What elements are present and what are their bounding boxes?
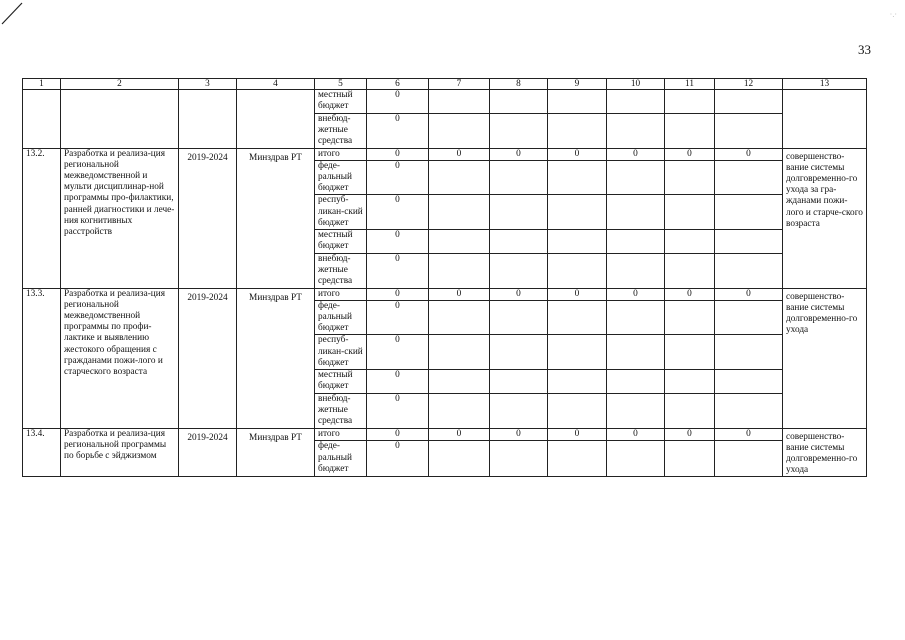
- column-header: 2: [61, 79, 179, 90]
- table-row: [23, 148, 867, 160]
- value-cell: 0: [490, 148, 548, 160]
- value-cell: [665, 90, 715, 114]
- column-header: 7: [429, 79, 490, 90]
- value-cell: [490, 195, 548, 230]
- value-cell: [548, 160, 607, 195]
- value-cell: 0: [665, 428, 715, 441]
- funding-source: итого: [315, 288, 367, 300]
- value-cell: [715, 195, 783, 230]
- value-cell: [715, 335, 783, 370]
- value-cell: [548, 394, 607, 429]
- value-cell: 0: [490, 428, 548, 441]
- value-cell: [665, 335, 715, 370]
- funding-source: итого: [315, 428, 367, 441]
- continuation-period-cell: [179, 90, 237, 149]
- value-cell-2019: 0: [367, 90, 429, 114]
- value-cell: 0: [715, 428, 783, 441]
- column-header: 9: [548, 79, 607, 90]
- value-cell: 0: [429, 148, 490, 160]
- value-cell: [429, 90, 490, 114]
- value-cell: [548, 195, 607, 230]
- value-cell: [548, 335, 607, 370]
- value-cell: [429, 335, 490, 370]
- continuation-num-cell: [23, 90, 61, 149]
- value-cell: [607, 254, 665, 289]
- funding-source: внебюд-жетные средства: [315, 254, 367, 289]
- column-header: 4: [237, 79, 315, 90]
- value-cell: [715, 230, 783, 254]
- value-cell: [490, 300, 548, 335]
- value-cell: [607, 195, 665, 230]
- item-number: 13.3.: [23, 288, 61, 428]
- value-cell: 0: [548, 288, 607, 300]
- scan-speck: ·.·: [889, 10, 897, 19]
- value-cell: [665, 160, 715, 195]
- value-cell: [665, 300, 715, 335]
- program-table: [22, 78, 867, 477]
- table-row: [23, 428, 867, 441]
- value-cell: [715, 114, 783, 149]
- value-cell-2019: 0: [367, 441, 429, 477]
- value-cell: [715, 160, 783, 195]
- item-result: совершенство-вание системы долговременно-го ухода: [783, 428, 867, 477]
- item-result: совершенство-вание системы долговременно-го ухода за гра-жданами пожи-лого и старче-ского возраста: [783, 148, 867, 288]
- value-cell-2019: 0: [367, 254, 429, 289]
- item-result: совершенство-вание системы долговременно-го ухода: [783, 288, 867, 428]
- value-cell: [548, 230, 607, 254]
- value-cell: [715, 441, 783, 477]
- value-cell: 0: [665, 148, 715, 160]
- value-cell: [715, 300, 783, 335]
- value-cell: [429, 160, 490, 195]
- value-cell: 0: [490, 288, 548, 300]
- value-cell: [715, 90, 783, 114]
- funding-source: феде-ральный бюджет: [315, 441, 367, 477]
- value-cell: 0: [548, 148, 607, 160]
- value-cell: 0: [607, 288, 665, 300]
- value-cell: [715, 394, 783, 429]
- value-cell: [429, 441, 490, 477]
- continuation-row: [23, 90, 867, 114]
- value-cell-2019: 0: [367, 300, 429, 335]
- value-cell: 0: [429, 288, 490, 300]
- value-cell: 0: [665, 288, 715, 300]
- funding-source: местный бюджет: [315, 230, 367, 254]
- column-header: 13: [783, 79, 867, 90]
- value-cell: [490, 370, 548, 394]
- item-executor: Минздрав РТ: [237, 148, 315, 288]
- scan-corner-mark: [0, 0, 30, 30]
- value-cell: [429, 114, 490, 149]
- continuation-action-cell: [61, 90, 179, 149]
- item-number: 13.4.: [23, 428, 61, 477]
- value-cell: [429, 230, 490, 254]
- value-cell-2019: 0: [367, 195, 429, 230]
- value-cell: [665, 230, 715, 254]
- value-cell: [429, 254, 490, 289]
- value-cell: [548, 441, 607, 477]
- funding-source: итого: [315, 148, 367, 160]
- value-cell-2019: 0: [367, 335, 429, 370]
- column-header: 10: [607, 79, 665, 90]
- column-header: 3: [179, 79, 237, 90]
- value-cell: [665, 370, 715, 394]
- value-cell: [607, 300, 665, 335]
- column-header: 5: [315, 79, 367, 90]
- funding-source: внебюд-жетные средства: [315, 394, 367, 429]
- page-number: 33: [858, 42, 871, 57]
- value-cell: [490, 114, 548, 149]
- value-cell: 0: [607, 148, 665, 160]
- value-cell: [665, 195, 715, 230]
- item-number: 13.2.: [23, 148, 61, 288]
- value-cell: [548, 300, 607, 335]
- value-cell-2019: 0: [367, 160, 429, 195]
- column-header: 6: [367, 79, 429, 90]
- value-cell-2019: 0: [367, 428, 429, 441]
- value-cell: [665, 441, 715, 477]
- value-cell: [715, 370, 783, 394]
- item-action: Разработка и реализа-ция региональной межведомственной и мульти дисциплинар-ной программы про-филактики, ранней диагностики и лече-ния когнитивных расстройств: [61, 148, 179, 288]
- value-cell: [665, 114, 715, 149]
- funding-source: респуб-ликан-ский бюджет: [315, 195, 367, 230]
- funding-source: респуб-ликан-ский бюджет: [315, 335, 367, 370]
- continuation-executor-cell: [237, 90, 315, 149]
- value-cell: [607, 160, 665, 195]
- value-cell: [607, 335, 665, 370]
- value-cell: [490, 160, 548, 195]
- value-cell: [665, 394, 715, 429]
- item-period: 2019-2024: [179, 288, 237, 428]
- value-cell: [548, 254, 607, 289]
- value-cell: [490, 90, 548, 114]
- value-cell-2019: 0: [367, 370, 429, 394]
- value-cell: 0: [607, 428, 665, 441]
- column-header: 12: [715, 79, 783, 90]
- value-cell: [665, 254, 715, 289]
- item-period: 2019-2024: [179, 148, 237, 288]
- funding-source: феде-ральный бюджет: [315, 300, 367, 335]
- value-cell-2019: 0: [367, 288, 429, 300]
- value-cell-2019: 0: [367, 114, 429, 149]
- value-cell: [715, 254, 783, 289]
- value-cell: [429, 300, 490, 335]
- funding-source: местный бюджет: [315, 370, 367, 394]
- value-cell: [490, 254, 548, 289]
- funding-source: феде-ральный бюджет: [315, 160, 367, 195]
- value-cell: [429, 195, 490, 230]
- column-header: 11: [665, 79, 715, 90]
- continuation-result-cell: [783, 90, 867, 149]
- item-action: Разработка и реализа-ция региональной программы по борьбе с эйджизмом: [61, 428, 179, 477]
- funding-source: внебюд-жетные средства: [315, 114, 367, 149]
- value-cell-2019: 0: [367, 148, 429, 160]
- item-action: Разработка и реализа-ция региональной межведомственной программы по профи-лактике и выявлению жестокого обращения с гражданами пожи-лого и старческого возраста: [61, 288, 179, 428]
- value-cell: [548, 90, 607, 114]
- value-cell: [490, 394, 548, 429]
- value-cell: 0: [715, 148, 783, 160]
- value-cell: [548, 114, 607, 149]
- column-header: 8: [490, 79, 548, 90]
- value-cell: [490, 335, 548, 370]
- value-cell: [490, 441, 548, 477]
- value-cell: [490, 230, 548, 254]
- value-cell: [607, 114, 665, 149]
- value-cell-2019: 0: [367, 394, 429, 429]
- value-cell: [607, 370, 665, 394]
- value-cell: [429, 394, 490, 429]
- value-cell: [429, 370, 490, 394]
- column-header: 1: [23, 79, 61, 90]
- item-executor: Минздрав РТ: [237, 288, 315, 428]
- value-cell: 0: [429, 428, 490, 441]
- item-executor: Минздрав РТ: [237, 428, 315, 477]
- value-cell: [607, 90, 665, 114]
- value-cell: [548, 370, 607, 394]
- value-cell-2019: 0: [367, 230, 429, 254]
- value-cell: 0: [548, 428, 607, 441]
- funding-source: местный бюджет: [315, 90, 367, 114]
- item-period: 2019-2024: [179, 428, 237, 477]
- value-cell: [607, 394, 665, 429]
- header-row: [23, 79, 867, 90]
- value-cell: [607, 230, 665, 254]
- table-row: [23, 288, 867, 300]
- value-cell: [607, 441, 665, 477]
- value-cell: 0: [715, 288, 783, 300]
